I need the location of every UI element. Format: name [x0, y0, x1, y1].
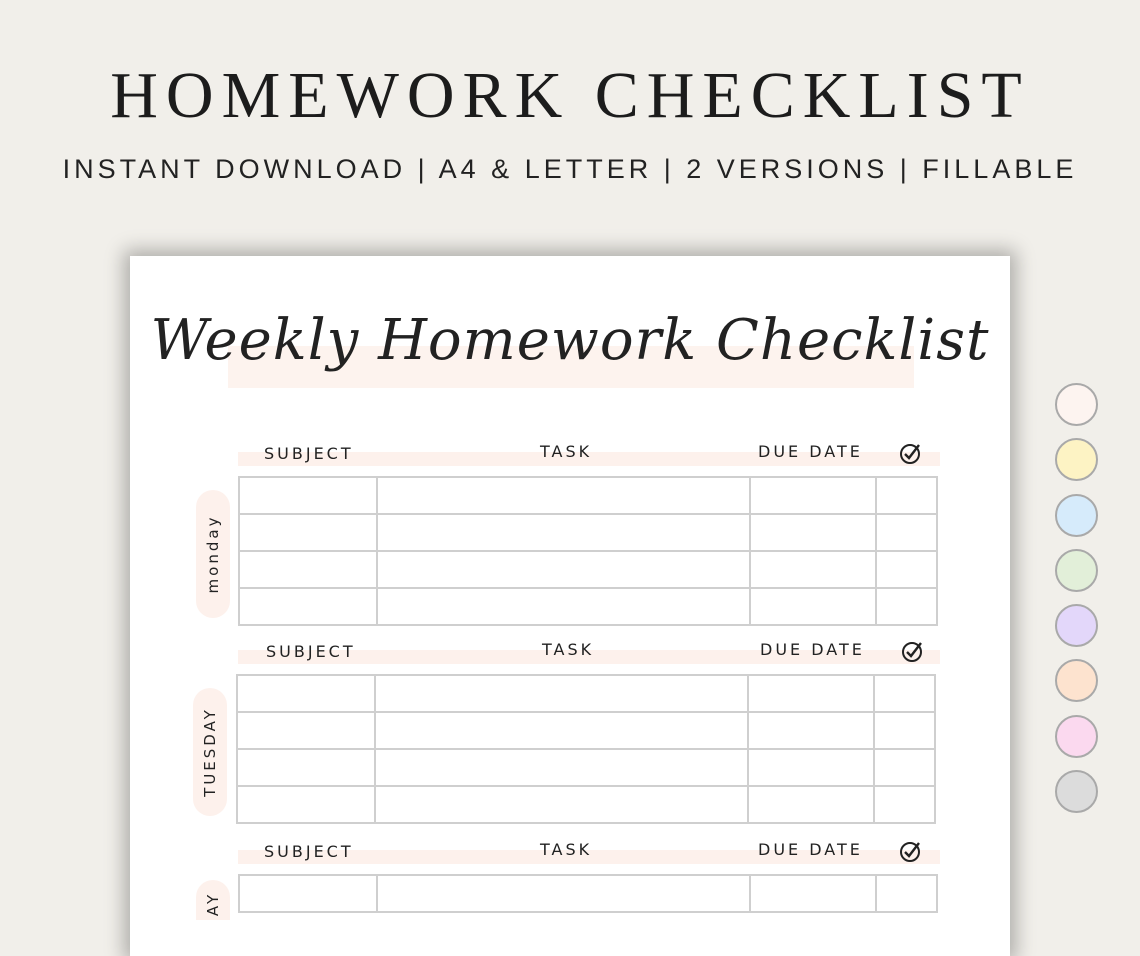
- day-pill-partial: [196, 880, 230, 920]
- task-header: TASK: [540, 840, 593, 859]
- due-date-cell[interactable]: [748, 712, 874, 749]
- table-row: [239, 477, 937, 514]
- color-swatch-pink[interactable]: [1055, 715, 1098, 758]
- task-cell[interactable]: [375, 749, 748, 786]
- check-cell[interactable]: [874, 675, 935, 712]
- task-cell[interactable]: [375, 786, 748, 823]
- table-row: [239, 551, 937, 588]
- due-date-cell[interactable]: [748, 675, 874, 712]
- subject-cell[interactable]: [239, 477, 377, 514]
- checkmark-icon: [901, 639, 925, 663]
- monday-grid: [238, 476, 938, 626]
- task-header: TASK: [540, 442, 593, 461]
- due-date-cell[interactable]: [748, 749, 874, 786]
- due-date-cell[interactable]: [750, 551, 876, 588]
- subject-cell[interactable]: [239, 514, 377, 551]
- color-swatch-green[interactable]: [1055, 549, 1098, 592]
- task-cell[interactable]: [375, 712, 748, 749]
- color-swatch-blush[interactable]: [1055, 383, 1098, 426]
- subject-cell[interactable]: [237, 712, 375, 749]
- color-swatch-purple[interactable]: [1055, 604, 1098, 647]
- day-pill-monday: [196, 490, 230, 618]
- subject-header: SUBJECT: [264, 444, 354, 463]
- subject-header: SUBJECT: [266, 642, 356, 661]
- table-row: [239, 514, 937, 551]
- table-row: [237, 749, 935, 786]
- task-cell[interactable]: [377, 875, 750, 912]
- color-swatch-peach[interactable]: [1055, 659, 1098, 702]
- due-date-cell[interactable]: [750, 477, 876, 514]
- day-label-monday: monday: [204, 514, 222, 594]
- due-date-header: DUE DATE: [760, 640, 865, 659]
- task-header: TASK: [542, 640, 595, 659]
- subject-cell[interactable]: [239, 551, 377, 588]
- subject-cell[interactable]: [239, 588, 377, 625]
- checkmark-icon: [899, 839, 923, 863]
- check-cell[interactable]: [874, 712, 935, 749]
- subject-cell[interactable]: [237, 749, 375, 786]
- tuesday-grid: [236, 674, 936, 824]
- task-cell[interactable]: [377, 477, 750, 514]
- day-pill-tuesday: [193, 688, 227, 816]
- check-cell[interactable]: [874, 749, 935, 786]
- task-cell[interactable]: [377, 514, 750, 551]
- checkmark-icon: [899, 441, 923, 465]
- due-date-header: DUE DATE: [758, 442, 863, 461]
- due-date-header: DUE DATE: [758, 840, 863, 859]
- due-date-cell[interactable]: [748, 786, 874, 823]
- day-label-tuesday: TUESDAY: [201, 707, 219, 797]
- check-cell[interactable]: [876, 875, 937, 912]
- check-cell[interactable]: [874, 786, 935, 823]
- day-label-partial: AY: [204, 891, 222, 917]
- due-date-cell[interactable]: [750, 514, 876, 551]
- partial-grid: [238, 874, 938, 913]
- task-cell[interactable]: [377, 588, 750, 625]
- subject-cell[interactable]: [239, 875, 377, 912]
- checklist-sheet: [130, 256, 1010, 956]
- check-cell[interactable]: [876, 514, 937, 551]
- task-cell[interactable]: [377, 551, 750, 588]
- due-date-cell[interactable]: [750, 875, 876, 912]
- sheet-title: Weekly Homework Checklist: [150, 308, 990, 373]
- subject-header: SUBJECT: [264, 842, 354, 861]
- table-row: [237, 675, 935, 712]
- color-swatch-blue[interactable]: [1055, 494, 1098, 537]
- color-swatch-yellow[interactable]: [1055, 438, 1098, 481]
- color-swatch-gray[interactable]: [1055, 770, 1098, 813]
- check-cell[interactable]: [876, 477, 937, 514]
- check-cell[interactable]: [876, 588, 937, 625]
- banner-subtitle: INSTANT DOWNLOAD | A4 & LETTER | 2 VERSIONS | FILLABLE: [62, 154, 1078, 184]
- table-row: [239, 588, 937, 625]
- table-row: [237, 786, 935, 823]
- table-row: [239, 875, 937, 912]
- subject-cell[interactable]: [237, 675, 375, 712]
- check-cell[interactable]: [876, 551, 937, 588]
- task-cell[interactable]: [375, 675, 748, 712]
- subject-cell[interactable]: [237, 786, 375, 823]
- table-row: [237, 712, 935, 749]
- due-date-cell[interactable]: [750, 588, 876, 625]
- banner-title: HOMEWORK CHECKLIST: [110, 59, 1030, 132]
